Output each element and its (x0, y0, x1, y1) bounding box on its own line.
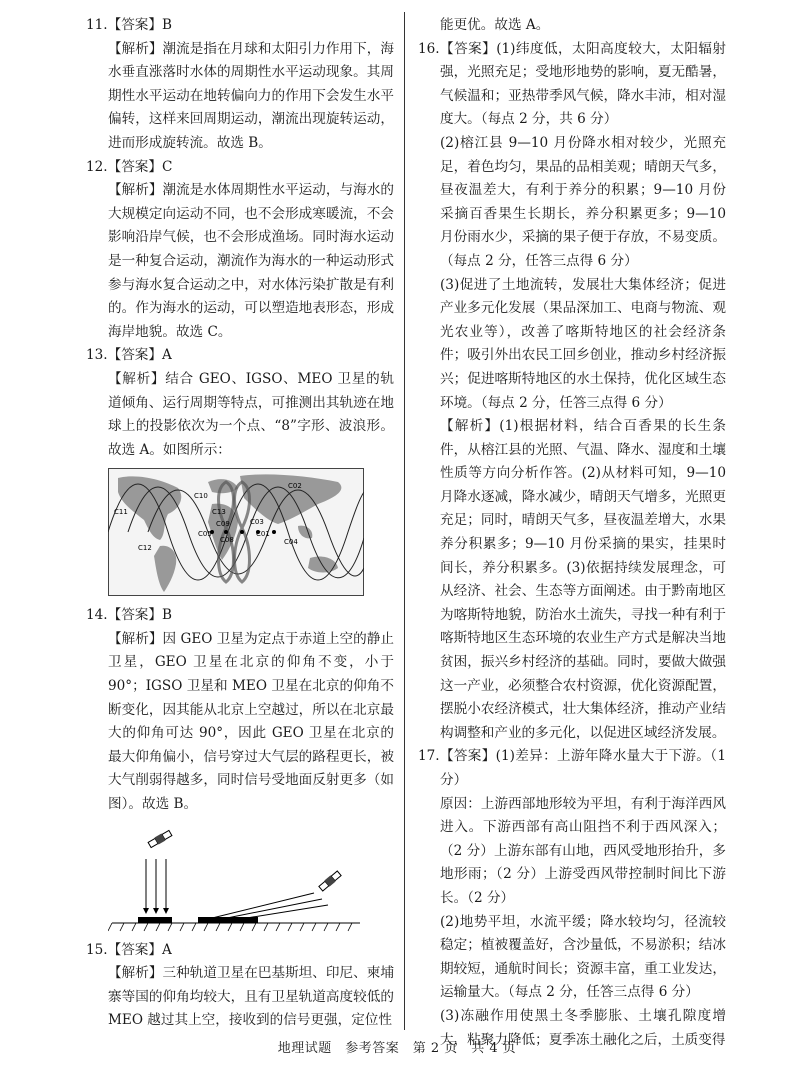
q16-part3: (3)促进了土地流转，发展壮大集体经济；促进产业多元化发展（果品深加工、电商与物流、观光农业等），改善了喀斯特地区的社会经济条件；吸引外出农民工回乡创业，推动乡村经济振兴；促进喀斯特地区的水土保持，优化区域生态环境。（每点 2 分，任答三点得 6 分） (440, 276, 726, 411)
satellite-track-map (86, 468, 394, 596)
q17-part2: (2)地势平坦，水流平缓；降水较均匀，径流较稳定；植被覆盖好，含沙量低，不易淤积；结冰期较短，通航时间长；资源丰富，重工业发达，运输量大。（每点 2 分，任答三点得 6 分） (440, 913, 726, 1001)
map-label-c10: C10 (194, 492, 208, 501)
q11-explanation: 【解析】潮流是指在月球和太阳引力作用下，海水垂直涨落时水体的周期性水平运动现象。其周期性水平运动在地转偏向力的作用下会发生水平偏转，这样来回周期运动，潮流出现旋转运动，进而形成旋转流。故选 B。 (108, 40, 394, 151)
q12-explanation: 【解析】潮流是水体周期性水平运动，与海水的大规模定向运动不同，也不会形成寒暖流，不会影响沿岸气候，也不会形成渔场。同时海水运动是一种复合运动，潮流作为海水的一种运动形式参与海水复合运动之中，对水体污染扩散是有利的。作为海水的运动，可以塑造地表形态，形成海岸地貌。故选 C。 (108, 182, 394, 340)
q17-reason: 原因：上游西部地形较为平坦，有利于海洋西风进入。下游西部有高山阻挡不利于西风深入；（2 分）上游东部有山地，西风受地形抬升，多地形雨；（2 分）上游受西风带控制时间比下游长。（2 分） (440, 795, 726, 906)
map-label-c03: C03 (250, 518, 264, 527)
q16-explanation: 【解析】(1)根据材料，结合百香果的长生条件，从榕江县的光照、气温、降水、湿度和土壤性质等方向分析作答。(2)从材料可知，9—10 月降水逐减，降水减少，晴朗天气增多，光照更充足；同时，晴朗天气多，昼夜温差增大，水果养分积累多；9—10 月份采摘的果实，挂果时间长，养分积累多。(3)依据持续发展理念，可从经济、社会、生态等方面阐述。由于黔南地区为喀斯特地貌，防治水土流失，寻找一种有利于喀斯特地区生态环境的农业生产方式是解决当地贫困，振兴乡村经济的基础。同时，要做大做强这一产业，必须整合农村资源，优化资源配置，摆脱小农经济模式，壮大集体经济，推动产业结构调整和产业的多元化，以促进区域经济发展。 (440, 418, 726, 741)
q13-answer: 13.【答案】A (86, 347, 172, 364)
q16-part2: (2)榕江县 9—10 月份降水相对较少，光照充足，着色均匀，果品的品相美观；晴朗天气多，昼夜温差大，有利于养分的积累；9—10 月份采摘百香果生长期长，养分积累更多；9—10 月份雨水少，采摘的果子便于存放，不易变质。（每点 2 分，任答三点得 6 分） (440, 134, 726, 269)
map-label-c08: C08 (220, 536, 234, 545)
right-column (418, 14, 726, 1052)
map-label-c11: C11 (114, 508, 128, 517)
map-label-c02: C02 (288, 482, 302, 491)
q13-explanation: 【解析】结合 GEO、IGSO、MEO 卫星的轨道倾角、运行周期等特点，可推测出其轨迹在地球上的投影依次为一个点、“8”字形、波浪形。故选 A。如图所示： (108, 370, 394, 458)
q11-answer: 11.【答案】B (86, 17, 172, 33)
q15-answer: 15.【答案】A (86, 941, 172, 958)
map-label-c13: C13 (212, 508, 226, 517)
column-divider (404, 12, 405, 1030)
q12-answer: 12.【答案】C (86, 158, 173, 175)
map-label-c01: C01 (256, 530, 270, 539)
satellite-icon (148, 829, 173, 848)
left-column (86, 14, 394, 1033)
q16-answer: 16.【答案】(1)纬度低，太阳高度较大，太阳辐射强，光照充足；受地形地势的影响，夏无酷暑，气候温和；亚热带季风气候，降水丰沛，相对湿度大。（每点 2 分，共 6 分） (418, 40, 726, 128)
page-footer: 地理试题 参考答案 第 2 页 共 4 页 (277, 1041, 517, 1056)
map-label-c12: C12 (138, 544, 152, 553)
q17-part3: (3)冻融作用使黑土冬季膨胀、土壤孔隙度增大，粘聚力降低；夏季冻土融化之后，土质变得 (440, 1007, 726, 1048)
signal-path-diagram (86, 823, 394, 939)
q14-answer: 14.【答案】B (86, 607, 172, 624)
satellite-signal-figure (108, 823, 364, 939)
q17-answer: 17.【答案】(1)差异：上游年降水量大于下游。（1 分） (418, 748, 726, 788)
world-map-figure (108, 468, 364, 596)
q15-explanation: 【解析】三种轨道卫星在巴基斯坦、印尼、柬埔寨等国的仰角均较大，且有卫星轨道高度较低的 MEO 越过其上空，接收到的信号更强，定位性 (108, 965, 394, 1029)
map-label-c05: C05 (198, 530, 212, 539)
q14-explanation: 【解析】因 GEO 卫星为定点于赤道上空的静止卫星，GEO 卫星在北京的仰角不变，小于 90°；IGSO 卫星和 MEO 卫星在北京的仰角不断变化，因其能从北京上空越过，所以在北京最大的仰角可达 90°，因此 GEO 卫星在北京的最大仰角偏小，信号穿过大气层的路程更长，被大气削弱得越多，同时信号受地面反射更多（如图）。故选 B。 (108, 630, 394, 813)
map-label-c09: C09 (216, 520, 230, 529)
satellite-icon (318, 870, 342, 892)
map-label-c04: C04 (284, 538, 298, 547)
q15-continuation: 能更优。故选 A。 (440, 17, 550, 33)
